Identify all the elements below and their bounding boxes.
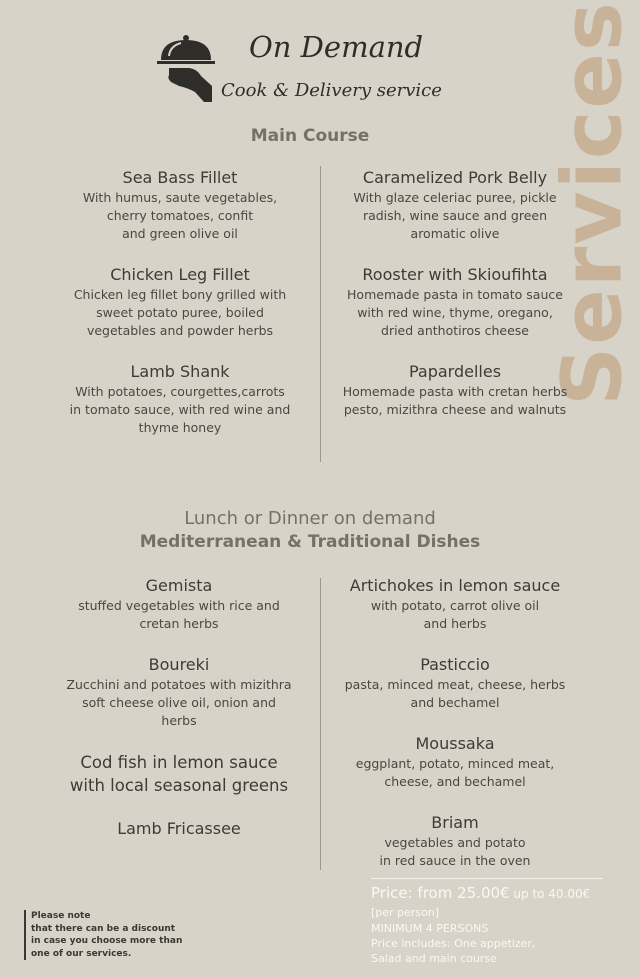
dish-description: Homemade pasta in tomato sauce with red wine, thyme, oregano, dried anthotiros cheese <box>347 287 563 338</box>
dish-description: With humus, saute vegetables, cherry tomatoes, confit and green olive oil <box>82 190 278 241</box>
dish-item <box>58 576 300 633</box>
price-includes: Price includes: One appetizer, <box>371 937 536 950</box>
services-side-word-text: Services <box>545 0 640 405</box>
dish-item <box>335 734 575 791</box>
cloche-serving-hand-icon <box>155 32 217 104</box>
price-range <box>371 884 590 902</box>
dish-description: With glaze celeriac puree, pickle radish, wine sauce and green aromatic olive <box>353 190 557 241</box>
dish-name: Briam <box>431 813 479 832</box>
price-per-person: [per person] <box>371 906 440 919</box>
mediterranean-title: Mediterranean & Traditional Dishes <box>139 532 481 552</box>
dish-name: Rooster with Skioufihta <box>362 265 548 284</box>
price-divider <box>371 878 603 879</box>
dish-name: Boureki <box>148 655 210 674</box>
brand-title: On Demand <box>249 30 424 64</box>
dish-description: pasta, minced meat, cheese, herbs and bechamel <box>344 677 566 710</box>
price-minimum: MINIMUM 4 PERSONS <box>371 922 489 935</box>
discount-note <box>24 910 191 960</box>
dish-name: Gemista <box>145 576 213 595</box>
dish-description: With potatoes, courgettes,carrots in tomato sauce, with red wine and thyme honey <box>69 384 291 435</box>
dish-name: Cod fish in lemon sauce with local seasonal greens <box>69 753 289 795</box>
dish-name: Artichokes in lemon sauce <box>349 576 561 595</box>
dish-name: Papardelles <box>408 362 502 381</box>
dish-item <box>58 751 300 797</box>
dish-item <box>335 576 575 633</box>
dish-item <box>58 819 300 839</box>
note-line: that there can be a discount <box>31 923 176 934</box>
note-line: one of our services. <box>31 948 132 959</box>
dish-description: Chicken leg fillet bony grilled with sweet potato puree, boiled vegetables and powder herbs <box>73 287 287 338</box>
dish-item <box>335 813 575 870</box>
dish-item <box>335 265 575 340</box>
main-course-title: Main Course <box>250 126 370 146</box>
dish-name: Moussaka <box>415 734 495 753</box>
dish-item <box>60 265 300 340</box>
dish-item <box>60 362 300 437</box>
dish-description: vegetables and potato in red sauce in the oven <box>379 835 531 868</box>
dish-item <box>60 168 300 243</box>
price-upto: up to 40.00€ <box>509 887 591 901</box>
dish-item <box>335 655 575 712</box>
column-divider <box>320 166 321 462</box>
dish-name: Lamb Shank <box>130 362 230 381</box>
dish-name: Lamb Fricassee <box>117 819 241 838</box>
brand-subtitle: Cook & Delivery service <box>221 80 442 101</box>
note-line: Please note <box>31 911 91 921</box>
dish-description: stuffed vegetables with rice and cretan herbs <box>78 598 280 631</box>
dish-item <box>335 168 575 243</box>
dish-item <box>58 655 300 730</box>
column-divider <box>320 578 321 870</box>
price-from: Price: from 25.00€ <box>371 884 510 902</box>
dish-item <box>335 362 575 419</box>
price-includes-2: Salad and main course <box>371 952 497 965</box>
dish-description: eggplant, potato, minced meat, cheese, and bechamel <box>355 756 555 789</box>
dish-name: Pasticcio <box>420 655 490 674</box>
dish-name: Caramelized Pork Belly <box>362 168 548 187</box>
lunch-dinner-subtitle: Lunch or Dinner on demand <box>184 508 436 529</box>
dish-name: Sea Bass Fillet <box>122 168 238 187</box>
dish-description: Homemade pasta with cretan herbs pesto, mizithra cheese and walnuts <box>342 384 568 417</box>
dish-name: Chicken Leg Fillet <box>110 265 250 284</box>
dish-description: with potato, carrot olive oil and herbs <box>370 598 540 631</box>
note-line: in case you choose more than <box>31 936 183 946</box>
dish-description: Zucchini and potatoes with mizithra soft cheese olive oil, onion and herbs <box>66 677 292 728</box>
